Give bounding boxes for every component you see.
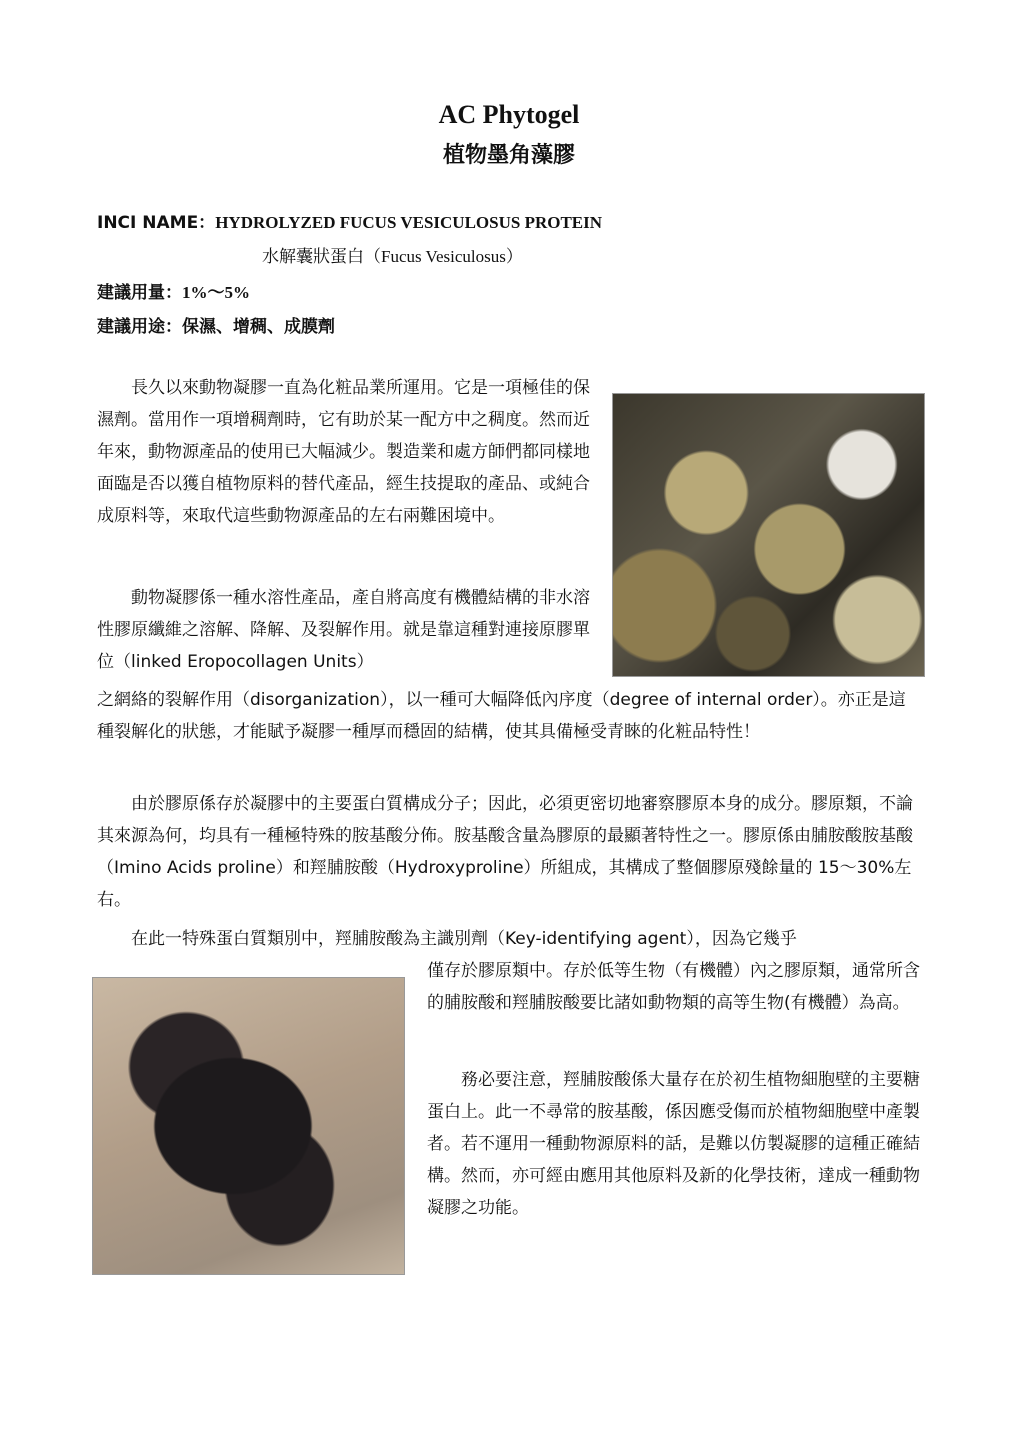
dosage-value: 1%～5%: [182, 283, 250, 302]
title-chinese: 植物墨角藻膠: [442, 143, 575, 168]
paragraph-4-first-line: 在此一特殊蛋白質類別中，羥脯胺酸為主識別劑（Key-identifying agent），因為它幾乎: [131, 929, 797, 949]
usage-line: [97, 312, 335, 337]
paragraph-2-rest: 之網絡的裂解作用（disorganization），以一種可大幅降低內序度（degree of internal order）。亦正是這種裂解化的狀態，才能賦予凝膠一種厚而穩固的結構，使其具備極受青睞的化粧品特性！: [97, 690, 906, 742]
inci-line: [97, 208, 602, 233]
inci-chinese-name: 水解囊狀蛋白（Fucus Vesiculosus）: [262, 247, 523, 266]
paragraph-3: 由於膠原係存於凝膠中的主要蛋白質構成分子；因此，必須更密切地審察膠原本身的成分。膠原類，不論其來源為何，均具有一種極特殊的胺基酸分佈。胺基酸含量為膠原的最顯著特性之一。膠原係由脯胺酸胺基酸（Imino Acids proline）和羥脯胺酸（Hydroxyproline）所組成，其構成了整個膠原殘餘量的 15～30%左右。: [97, 794, 913, 910]
usage-value: 保濕、增稠、成膜劑: [182, 317, 335, 336]
seaweed-photo-bottom: [92, 977, 405, 1275]
dosage-label: 建議用量：: [97, 283, 182, 303]
paragraph-5: 務必要注意，羥脯胺酸係大量存在於初生植物細胞壁的主要糖蛋白上。此一不尋常的胺基酸，係因應受傷而於植物細胞壁中產製者。若不運用一種動物源原料的話，是難以仿製凝膠的這種正確結構。然而，亦可經由應用其他原料及新的化學技術，達成一種動物凝膠之功能。: [427, 1070, 920, 1218]
inci-label: INCI NAME：: [97, 213, 216, 233]
paragraph-2-start: 動物凝膠係一種水溶性產品，產自將高度有機體結構的非水溶性膠原纖維之溶解、降解、及裂解作用。就是靠這種對連接原膠單位（linked Eropocollagen Units）: [97, 588, 590, 672]
paragraph-1: 長久以來動物凝膠一直為化粧品業所運用。它是一項極佳的保濕劑。當用作一項增稠劑時，它有助於某一配方中之稠度。然而近年來，動物源產品的使用已大幅減少。製造業和處方師們都同樣地面臨是否以獲自植物原料的替代產品，經生技提取的產品、或純合成原料等，來取代這些動物源產品的左右兩難困境中。: [97, 378, 590, 526]
dosage-line: [97, 278, 250, 303]
usage-label: 建議用途：: [97, 317, 182, 336]
title-english: AC Phytogel: [438, 100, 580, 129]
paragraph-4-rest: 僅存於膠原類中。存於低等生物（有機體）內之膠原類，通常所含的脯胺酸和羥脯胺酸要比諸如動物類的高等生物(有機體）為高。: [427, 961, 920, 1013]
seaweed-photo-top: [612, 393, 925, 677]
inci-value: HYDROLYZED FUCUS VESICULOSUS PROTEIN: [215, 213, 603, 232]
